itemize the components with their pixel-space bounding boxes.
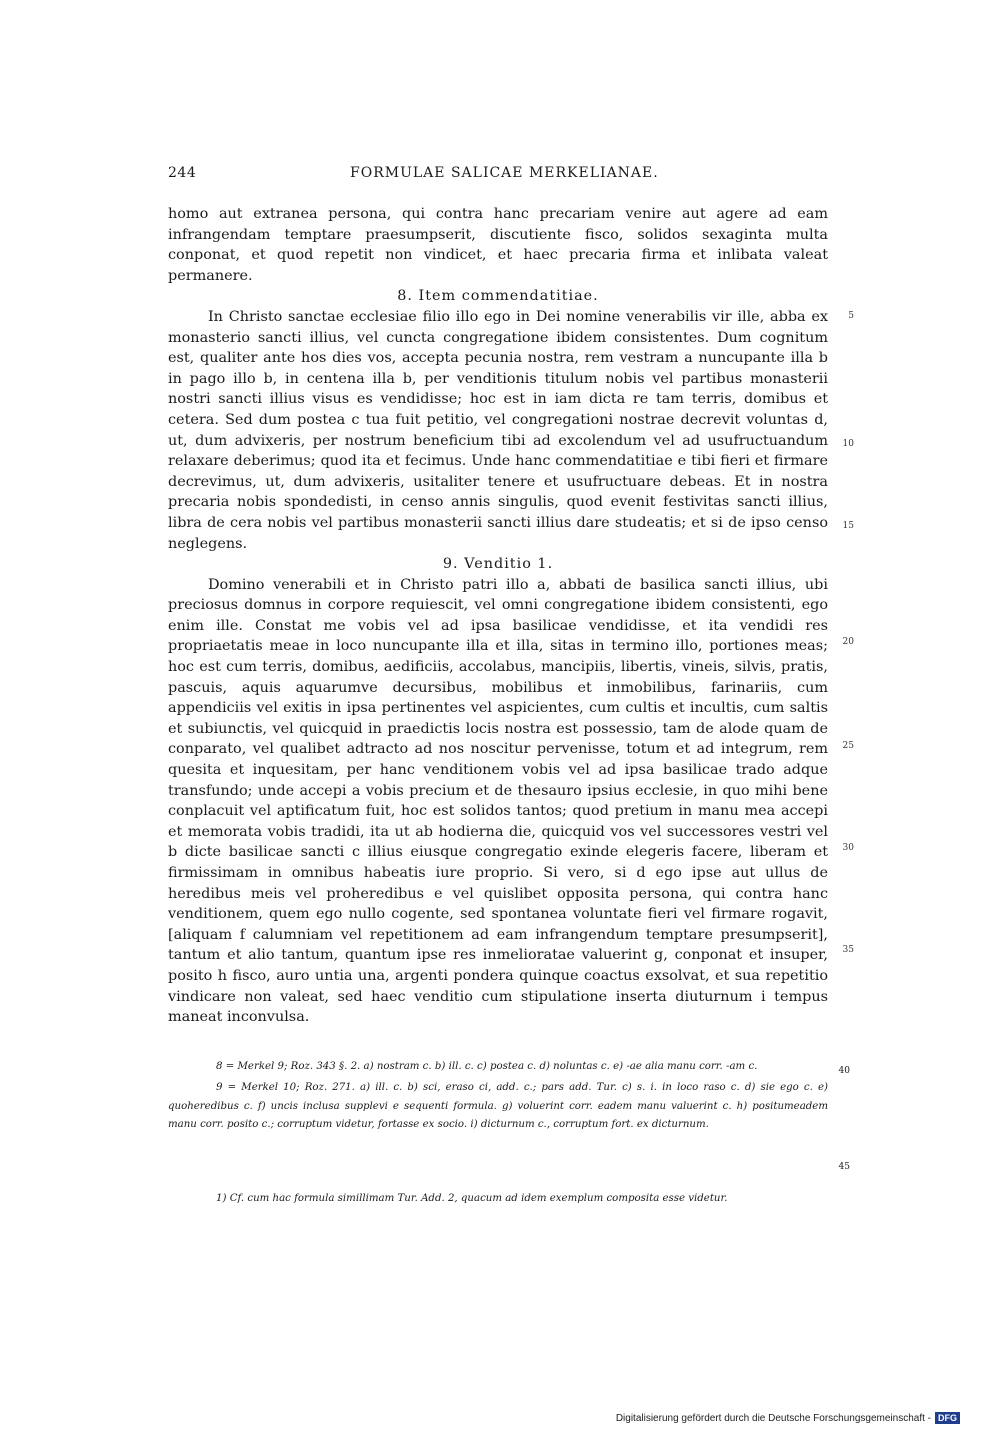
page-title: FORMULAE SALICAE MERKELIANAE. [350,165,659,181]
line-number: 20 [842,637,854,647]
line-number: 10 [842,439,854,449]
digitization-credit [616,1412,960,1424]
continuation-paragraph: homo aut extranea persona, qui contra hanc precariam venire aut agere ad eam infrangendam temptare praesumpserit, discutiente fisco, solidos sexaginta multa conponat, et quod repetit non vindicet, et haec precaria firma et inlibata valeat permanere. [168,206,828,284]
credit-text: Digitalisierung gefördert durch die Deutsche Forschungsgemeinschaft - [615,1412,931,1424]
main-text [168,204,854,1028]
footnote: 1) Cf. cum hac formula simillimam Tur. Add. 2, quacum ad idem exemplum composita esse videtur. [216,1193,728,1204]
line-number: 5 [848,311,854,321]
note-9: 9 = Merkel 10; Roz. 271. a) ill. c. b) sci, eraso ci, add. c.; pars add. Tur. c) s. i. in loco raso c. d) sie ego c. e) quoheredibus c. f) uncis inclusa supplevi e sequenti formula. g) voluerint corr. eadem manu valuerint c. h) positumeadem manu corr. posito c.; corruptum videtur, fortasse ex socio. i) dicturnum c., corruptum fort. ex dicturnum. [168,1081,828,1131]
dfg-logo: DFG [935,1412,960,1424]
section-9-text: Domino venerabili et in Christo patri illo a, abbati de basilica sancti illius, ubi preciosus domnus in corpore requiescit, vel omni congregatione ibidem consistenti, ego enim ille. Constat me vobis vel ad ipsa basilicae vendidisse, et ita vendidi res propriaetatis meae in loco nuncupante illa et illa, sitas in termino illo, portiones meas; hoc est cum terris, domibus, aedificiis, accolabus, mancipiis, libertis, vineis, silvis, pratis, pascuis, aquis aquarumve decursibus, mobilibus et inmobilibus, farinariis, cum appendiciis vel exitis in ipsa pertinentes vel aspicientes, cum cultis et incultis, cum saltis et subiunctis, vel quicquid in praedictis locis nostra est possessio, tam de alode quam de conparato, vel qualibet adtracto ad nos noscitur pervenisse, totum et ad integrum, rem quesita et inquesitam, per hanc venditionem vobis vel ad ipsa basilicae trado adque transfundo; unde accepi a vobis precium et de thesauro ipsius ecclesie, in quo mihi bene conplacuit vel aptificatum fuit, hoc est solidos tantos; quod pretium in manu mea accepi et memorata vobis tradidi, ita ut ab hodierna die, quicquid vos vel successores vestri vel b dicte basilicae sancti c illius eiusque congregatio exinde elegeris facere, liberam et firmissimam in omnibus habeatis iure proprio. Si vero, si d ego ipse aut ullus de heredibus meis vel proheredibus e vel quislibet opposita persona, qui contra hanc venditionem, quem ego nullo cogente, sed spontanea voluntate fieri vel firmare rogavit, [aliquam f calumniam vel repetitionem ad eam infrangendum temptare presumpserit], tantum et alio tantum, quantum ipse res inmelioratae valuerint g, conponat et insuper, posito h fisco, auro untia una, argenti pondera quinque coactus exsolvat, et sua repetitio vindicare non valeat, sed haec venditio cum stipulatione inserta diuturnum i tempus maneat inconvulsa. [168,576,828,1026]
section-8-text: In Christo sanctae ecclesiae filio illo ego in Dei nomine venerabilis vir ille, abba ex monasterio sancti illius, vel cuncta congregatione ibidem consistentes. Dum cognitum est, qualiter ante hos dies vos, accepta pecunia nostra, rem vestram a nuncupante illa b in pago illo b, in centena illa b, per venditionis titulum nobis vel partibus monasterii nostri sancti illius visus es vendidisse; hoc est in iam dicta re tam terris, domibus et cetera. Sed dum postea c tua fuit petitio, vel congregationi nostrae decrevit voluntas d, ut, dum advixeris, per nostrum beneficium tibi ad excolendum vel ad usufructuandum relaxare deberimus; quod ita et fecimus. Unde hanc commendatitiae e tibi fieri et firmare decrevimus, ut, dum advixeris, usitaliter tenere et usufructuare debeas. Et in nostra precaria nobis spondedisti, in censo annis singulis, quod evenit festivitas sancti illius, libra de cera nobis vel partibus monasterii sancti illius dare studeatis; et si de ipso censo neglegens. [168,308,828,552]
line-number: 15 [842,521,854,531]
line-number: 40 [838,1066,850,1076]
line-number: 30 [842,843,854,853]
line-number: 45 [838,1162,850,1172]
section-8-heading: 8. Item commendatitiae. [397,288,599,305]
note-8: 8 = Merkel 9; Roz. 343 §. 2. a) nostram c. b) ill. c. c) postea c. d) noluntas c. e) -ae alia manu corr. -am c. [216,1061,758,1072]
line-number: 35 [842,945,854,955]
critical-notes [168,1058,850,1172]
line-number: 25 [842,741,854,751]
section-9-heading: 9. Venditio 1. [442,556,554,573]
page-number: 244 [168,165,197,181]
